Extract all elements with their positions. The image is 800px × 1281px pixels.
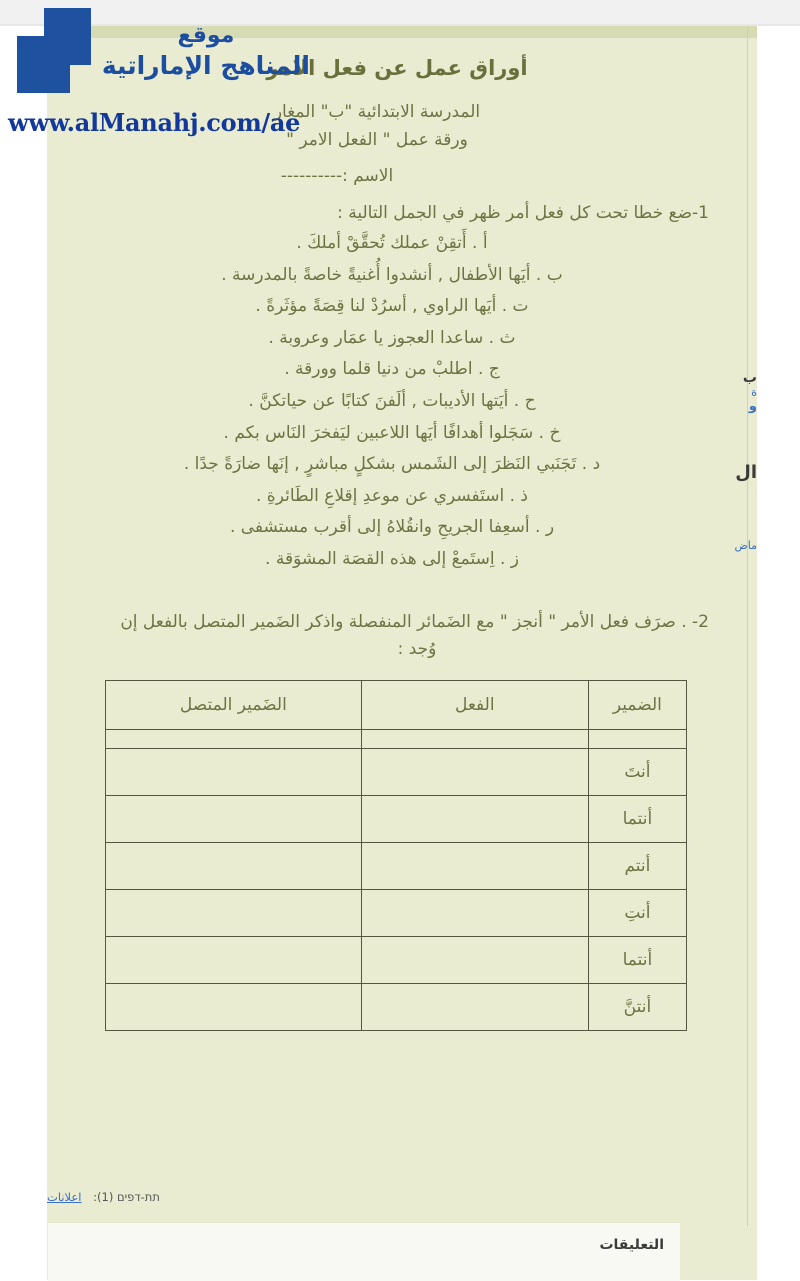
table-cell-pronoun: أنتَ <box>588 748 686 795</box>
brand-wordmark <box>102 22 310 81</box>
table-cell-pronoun: أنتما <box>588 795 686 842</box>
table-cell-verb[interactable] <box>361 748 588 795</box>
table-row <box>106 729 687 748</box>
table-cell-attached[interactable] <box>106 748 362 795</box>
sheet-line: ورقة عمل " الفعل الامر " <box>286 130 468 150</box>
table-cell-attached[interactable] <box>106 936 362 983</box>
brand-url: www.alManahj.com/ae <box>8 108 301 137</box>
table-cell-verb[interactable] <box>361 729 588 748</box>
table-cell-pronoun: أنتِ <box>588 889 686 936</box>
table-cell-pronoun: أنتما <box>588 936 686 983</box>
subpages-label: תת-דפים (1): <box>93 1190 160 1204</box>
question2-prompt-block <box>85 609 709 663</box>
list-item: أ . أَتقِنْ عملك تُحقَّقْ أملكَ . <box>296 233 488 254</box>
table-cell-attached[interactable] <box>106 729 362 748</box>
table-row <box>106 748 687 795</box>
table-cell-pronoun: أنتم <box>588 842 686 889</box>
table-row <box>106 983 687 1030</box>
sidebar-fragment-link-2[interactable]: و <box>748 399 757 414</box>
table-cell-verb[interactable] <box>361 936 588 983</box>
sidebar-fragment-link-3[interactable]: ماض <box>734 539 757 552</box>
conjugation-table <box>105 680 687 1031</box>
logo-square-bottom <box>17 36 70 93</box>
name-line: الاسم :---------- <box>280 166 394 186</box>
list-item: د . تَجَنَبي النَظرَ إلى الشَمس بشكلٍ مباشرٍ , إنَها ضارَةً جدًا . <box>183 454 601 475</box>
list-item: ج . اطلبْ من دنيا قلما وورقة . <box>284 359 500 380</box>
table-cell-pronoun[interactable] <box>588 729 686 748</box>
table-cell-attached[interactable] <box>106 889 362 936</box>
question1-list <box>47 230 747 573</box>
table-cell-verb[interactable] <box>361 842 588 889</box>
conjugation-table-wrap <box>105 680 687 1031</box>
list-item: ح . أيَتها الأديبات , ألَفنَ كتابًا عن حياتكنَّ . <box>248 391 536 411</box>
table-cell-verb[interactable] <box>361 983 588 1030</box>
table-cell-attached[interactable] <box>106 983 362 1030</box>
page-title: أوراق عمل عن فعل الامر <box>266 56 528 80</box>
sidebar-fragment-heading: ال <box>735 462 757 483</box>
list-item: خ . سَجَلوا أهدافًا أيَها اللاعبين ليَفخرَ النَاس بكم . <box>223 422 561 443</box>
school-line: المدرسة الابتدائية "ب" المغار <box>273 102 481 122</box>
question1-prompt: 1-ضع خطا تحت كل فعل أمر ظهر في الجمل التالية : <box>337 203 709 223</box>
question2-prompt: 2- . صرَف فعل الأمر " أنجز " مع الضَمائر المنفصلة واذكر الضَمير المتصل بالفعل إن <box>120 612 709 633</box>
list-item: ت . أيَها الراوي , أسرُدْ لنا قِصَةً مؤثَرةً . <box>255 296 529 317</box>
brand-line-2: المناهج الإماراتية <box>101 50 310 80</box>
subpages-row <box>47 1190 732 1204</box>
list-item: ث . ساعدا العجوز يا عمَار وعروبة . <box>268 327 516 348</box>
table-cell-verb[interactable] <box>361 889 588 936</box>
list-item: ذ . استَفسري عن موعدِ إقلاعِ الطَائرةِ . <box>256 485 528 506</box>
comments-title: التعليقات <box>599 1237 664 1253</box>
list-item: ب . أيَها الأطفال , أنشدوا أُغنيةً خاصةً بالمدرسة . <box>221 264 563 285</box>
left-margin <box>0 26 47 1280</box>
sidebar-fragment-title: ب <box>742 370 757 386</box>
almanahj-logo-icon <box>17 8 107 100</box>
worksheet-document <box>47 38 747 1031</box>
column-header-attached-pronoun: الضَمير المتصل <box>106 680 362 729</box>
column-header-verb: الفعل <box>361 680 588 729</box>
table-row <box>106 936 687 983</box>
comments-panel <box>48 1222 680 1281</box>
right-margin <box>757 26 800 1280</box>
content-vertical-divider <box>747 26 748 1226</box>
table-cell-attached[interactable] <box>106 795 362 842</box>
column-header-pronoun: الضمير <box>588 680 686 729</box>
subpages-inner <box>47 1190 160 1204</box>
table-row <box>106 795 687 842</box>
table-cell-pronoun: أنتنَّ <box>588 983 686 1030</box>
brand-line-1: موقع <box>177 23 235 48</box>
subpages-link-announcements[interactable]: اعلانات <box>47 1190 82 1204</box>
sidebar-fragment-link-1[interactable]: ة <box>751 386 757 399</box>
list-item: ز . اِستَمعْ إلى هذه القصَة المشوَقة . <box>265 548 519 569</box>
table-cell-verb[interactable] <box>361 795 588 842</box>
table-cell-attached[interactable] <box>106 842 362 889</box>
list-item: ر . أسعِفا الجريحِ وانقُلاهُ إلى أقرب مستشفى . <box>229 517 555 538</box>
clipped-sidebar-fragment <box>731 370 757 552</box>
table-row <box>106 842 687 889</box>
table-header-row <box>106 680 687 729</box>
table-row <box>106 889 687 936</box>
question2-prompt-cont: وُجد : <box>397 639 437 660</box>
